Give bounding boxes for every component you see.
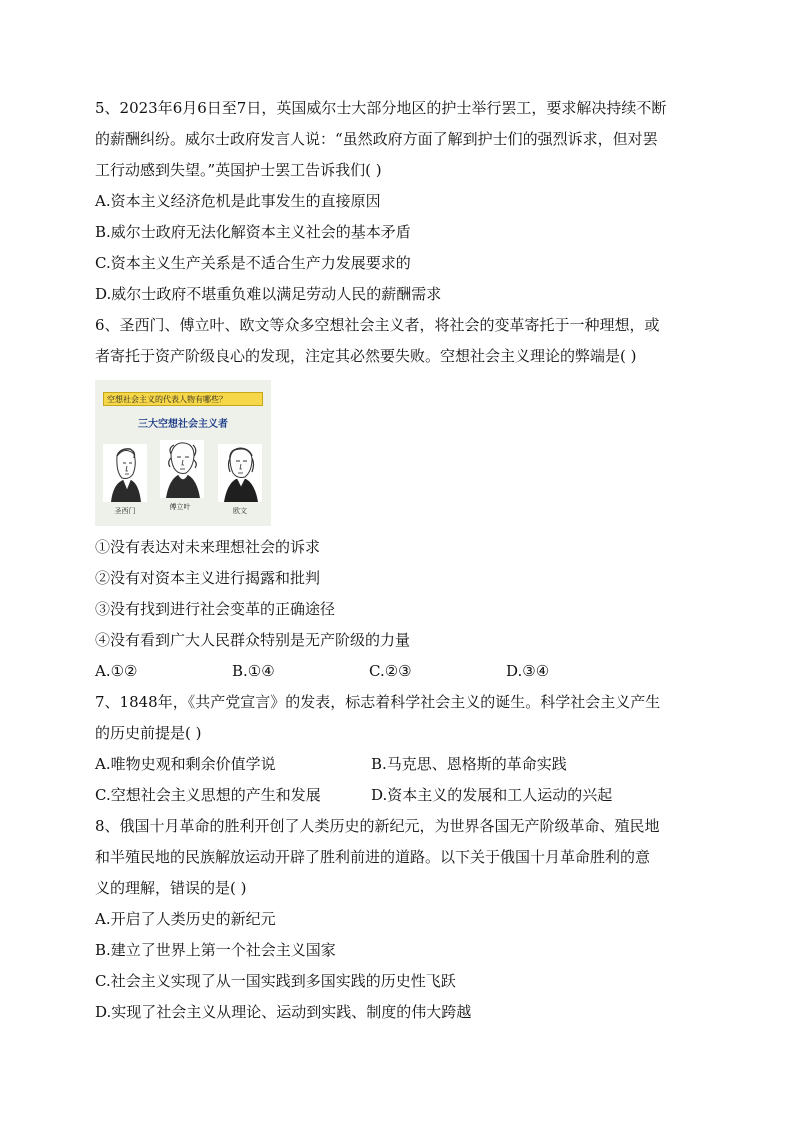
question-6-option-b: B.①④ — [232, 662, 275, 680]
question-8-option-b: B.建立了世界上第一个社会主义国家 — [95, 941, 336, 959]
question-7-stem-line: 7、1848年，《共产党宣言》的发表，标志着科学社会主义的诞生。科学社会主义产生 — [95, 693, 661, 711]
portrait-name-saint-simon: 圣西门 — [114, 507, 136, 515]
question-6-statement-3: ③没有找到进行社会变革的正确途径 — [95, 600, 336, 618]
question-5-option-a: A.资本主义经济危机是此事发生的直接原因 — [95, 192, 381, 210]
question-6-statement-2: ②没有对资本主义进行揭露和批判 — [95, 569, 321, 587]
utopian-socialists-figure — [95, 380, 271, 526]
exam-page — [95, 93, 705, 1028]
question-5-stem-line: 的薪酬纠纷。威尔士政府发言人说：“虽然政府方面了解到护士们的强烈诉求，但对罢 — [95, 130, 658, 148]
portrait-owen — [218, 444, 262, 502]
question-7 — [95, 687, 705, 811]
question-7-option-c: C.空想社会主义思想的产生和发展 — [95, 786, 321, 804]
question-7-option-a: A.唯物史观和剩余价值学说 — [95, 755, 276, 773]
question-6-option-c: C.②③ — [369, 662, 412, 680]
question-7-option-d: D.资本主义的发展和工人运动的兴起 — [371, 786, 613, 804]
portrait-name-fourier: 傅立叶 — [169, 503, 191, 511]
figure-heading: 三大空想社会主义者 — [138, 419, 228, 430]
question-6-option-d: D.③④ — [506, 662, 550, 680]
question-5-option-d: D.威尔士政府不堪重负难以满足劳动人民的薪酬需求 — [95, 285, 442, 303]
portrait-saint-simon — [103, 444, 147, 502]
question-6-statement-4: ④没有看到广大人民群众特别是无产阶级的力量 — [95, 631, 411, 649]
question-8 — [95, 811, 705, 1028]
portrait-fourier — [160, 440, 204, 498]
question-6 — [95, 310, 705, 687]
question-8-option-a: A.开启了人类历史的新纪元 — [95, 910, 276, 928]
question-7-options-row-2 — [95, 780, 705, 811]
question-5-option-c: C.资本主义生产关系是不适合生产力发展要求的 — [95, 254, 411, 272]
question-8-stem-line: 义的理解，错误的是( ) — [95, 879, 247, 897]
question-7-option-b: B.马克思、恩格斯的革命实践 — [371, 755, 567, 773]
question-6-stem-line: 者寄托于资产阶级良心的发现，注定其必然要失败。空想社会主义理论的弊端是( ) — [95, 347, 637, 365]
question-5-option-b: B.威尔士政府无法化解资本主义社会的基本矛盾 — [95, 223, 411, 241]
question-8-stem-line: 8、俄国十月革命的胜利开创了人类历史的新纪元，为世界各国无产阶级革命、殖民地 — [95, 817, 660, 835]
question-7-options-row-1 — [95, 749, 705, 780]
portrait-name-owen: 欧文 — [233, 507, 247, 515]
question-8-stem-line: 和半殖民地的民族解放运动开辟了胜利前进的道路。以下关于俄国十月革命胜利的意 — [95, 848, 651, 866]
question-5-stem-line: 工行动感到失望。”英国护士罢工告诉我们( ) — [95, 161, 382, 179]
question-8-option-d: D.实现了社会主义从理论、运动到实践、制度的伟大跨越 — [95, 1003, 472, 1021]
question-6-stem-line: 6、圣西门、傅立叶、欧文等众多空想社会主义者，将社会的变革寄托于一种理想，或 — [95, 316, 660, 334]
question-8-option-c: C.社会主义实现了从一国实践到多国实践的历史性飞跃 — [95, 972, 456, 990]
question-6-statement-1: ①没有表达对未来理想社会的诉求 — [95, 538, 321, 556]
figure-banner: 空想社会主义的代表人物有哪些？ — [103, 392, 263, 406]
question-6-option-a: A.①② — [95, 662, 138, 680]
question-6-options — [95, 656, 705, 687]
question-5-stem-line: 5、2023年6月6日至7日，英国威尔士大部分地区的护士举行罢工，要求解决持续不断 — [95, 99, 667, 117]
question-7-stem-line: 的历史前提是( ) — [95, 724, 202, 742]
question-5 — [95, 93, 705, 310]
